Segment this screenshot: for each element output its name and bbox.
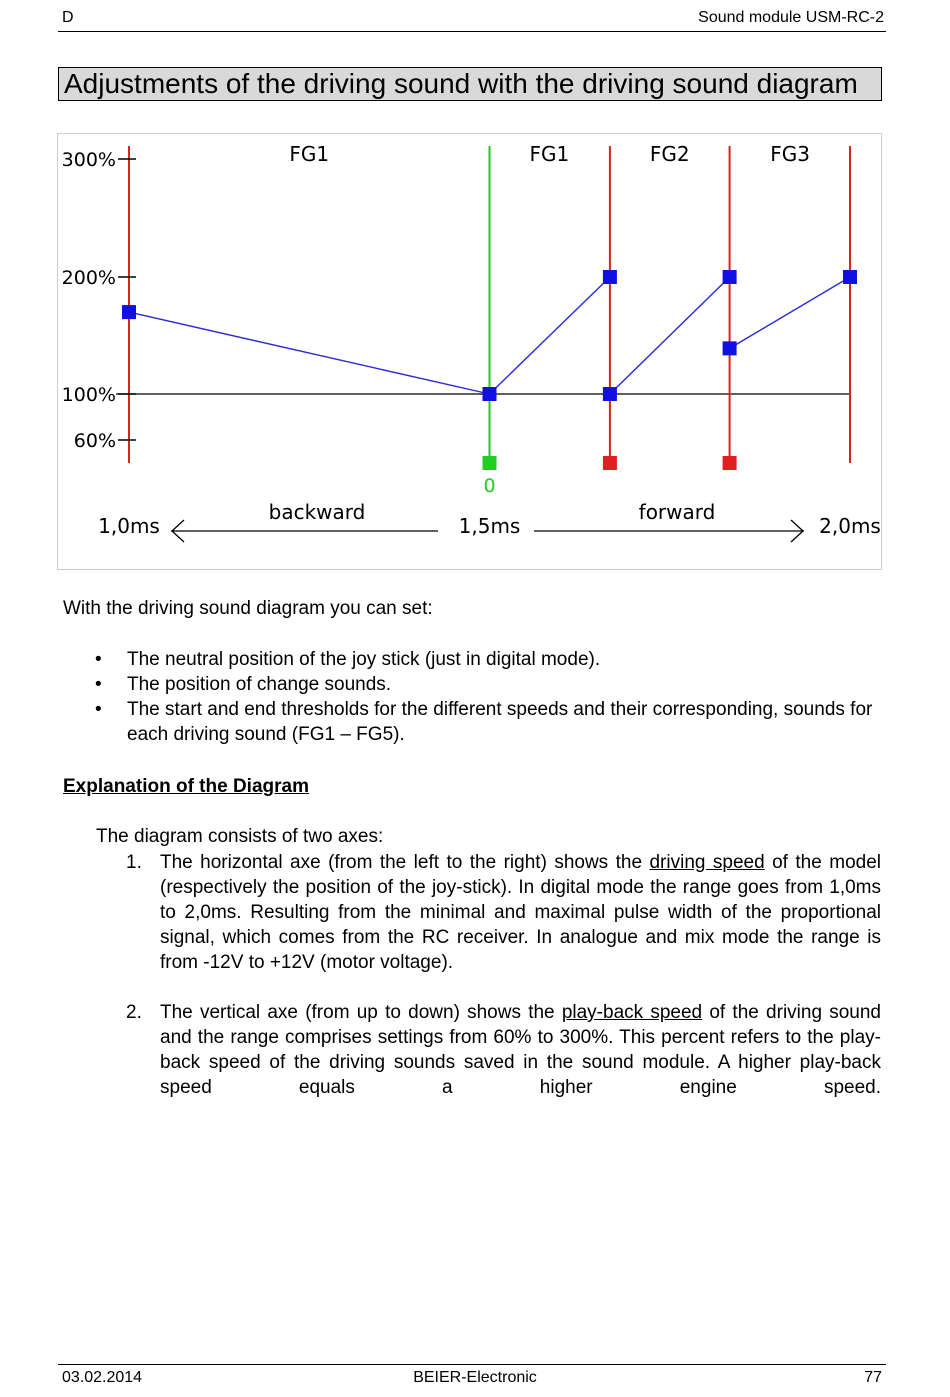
driving-sound-diagram (57, 133, 882, 570)
direction-label-forward: forward (638, 500, 716, 524)
bullet-icon: • (95, 649, 102, 670)
data-point (122, 305, 136, 319)
y-tick-label: 100% (61, 384, 116, 406)
data-point (483, 387, 497, 401)
zero-marker (723, 456, 737, 470)
data-point (843, 270, 857, 284)
zero-label: 0 (483, 475, 496, 497)
y-tick-label: 200% (61, 267, 116, 289)
numbered-item-1 (96, 850, 881, 975)
item-number: 1. (126, 852, 142, 873)
list-item (63, 647, 881, 672)
series-line (730, 277, 850, 348)
chart-svg (58, 134, 881, 569)
gear-label: FG1 (289, 142, 330, 166)
footer-date: 03.02.2014 (62, 1369, 143, 1386)
section-title: Explanation of the Diagram (63, 776, 309, 797)
zero-marker (483, 456, 497, 470)
data-point (603, 387, 617, 401)
series-line (610, 277, 730, 394)
series-line (490, 277, 610, 394)
gear-label: FG3 (770, 142, 811, 166)
item-text-post: of the driving sound and the range comprises settings from 60% to 300%. This percent refers to the play-back speed of the driving sounds saved in the sound module. A higher play-back speed equals a higher engine speed. (160, 1002, 881, 1098)
gear-label: FG1 (529, 142, 570, 166)
item-text (160, 850, 881, 975)
feature-list (63, 647, 881, 747)
footer-company: BEIER-Electronic (413, 1369, 537, 1386)
x-tick-label: 2,0ms (819, 514, 881, 538)
list-item-text: The position of change sounds. (127, 674, 392, 695)
intro-text: With the driving sound diagram you can set: (63, 598, 433, 619)
list-item-text: The neutral position of the joy stick (just in digital mode). (127, 649, 601, 670)
data-point (723, 341, 737, 355)
item-underlined-term: play-back speed (561, 1002, 703, 1023)
y-tick-label: 60% (73, 430, 116, 452)
series-line (129, 312, 490, 394)
item-underlined-term: driving speed (649, 852, 765, 873)
item-text-pre: The vertical axe (from up to down) shows the (160, 1002, 562, 1023)
bullet-icon: • (95, 674, 102, 695)
header-rule (58, 31, 886, 32)
direction-label-backward: backward (268, 500, 366, 524)
x-tick-label: 1,0ms (98, 514, 160, 538)
page-number: 77 (864, 1369, 882, 1386)
footer-rule (58, 1364, 886, 1365)
x-tick-label: 1,5ms (458, 514, 521, 538)
header-left: D (62, 9, 74, 26)
data-point (603, 270, 617, 284)
item-text (160, 1000, 881, 1100)
bullet-icon: • (95, 699, 102, 720)
gear-label: FG2 (649, 142, 690, 166)
header-right: Sound module USM-RC-2 (698, 9, 884, 26)
page-title: Adjustments of the driving sound with the driving sound diagram (58, 67, 882, 101)
data-point (723, 270, 737, 284)
item-number: 2. (126, 1002, 142, 1023)
list-item-text: The start and end thresholds for the different speeds and their corresponding, sounds for each driving sound (FG1 – FG5). (127, 699, 873, 745)
list-item (63, 672, 881, 697)
item-text-pre: The horizontal axe (from the left to the right) shows the (160, 852, 650, 873)
numbered-item-2 (96, 1000, 881, 1100)
list-item (63, 697, 881, 747)
axes-intro: The diagram consists of two axes: (96, 826, 384, 847)
y-tick-label: 300% (61, 149, 116, 171)
item-text-post: of the model (respectively the position of the joy-stick). In digital mode the range goes from 1,0ms to 2,0ms. Resulting from the minimal and maximal pulse width of the proportional signal, which comes from the RC receiver. In analogue and mix mode the range is from -12V to +12V (motor voltage). (160, 852, 881, 973)
zero-marker (603, 456, 617, 470)
